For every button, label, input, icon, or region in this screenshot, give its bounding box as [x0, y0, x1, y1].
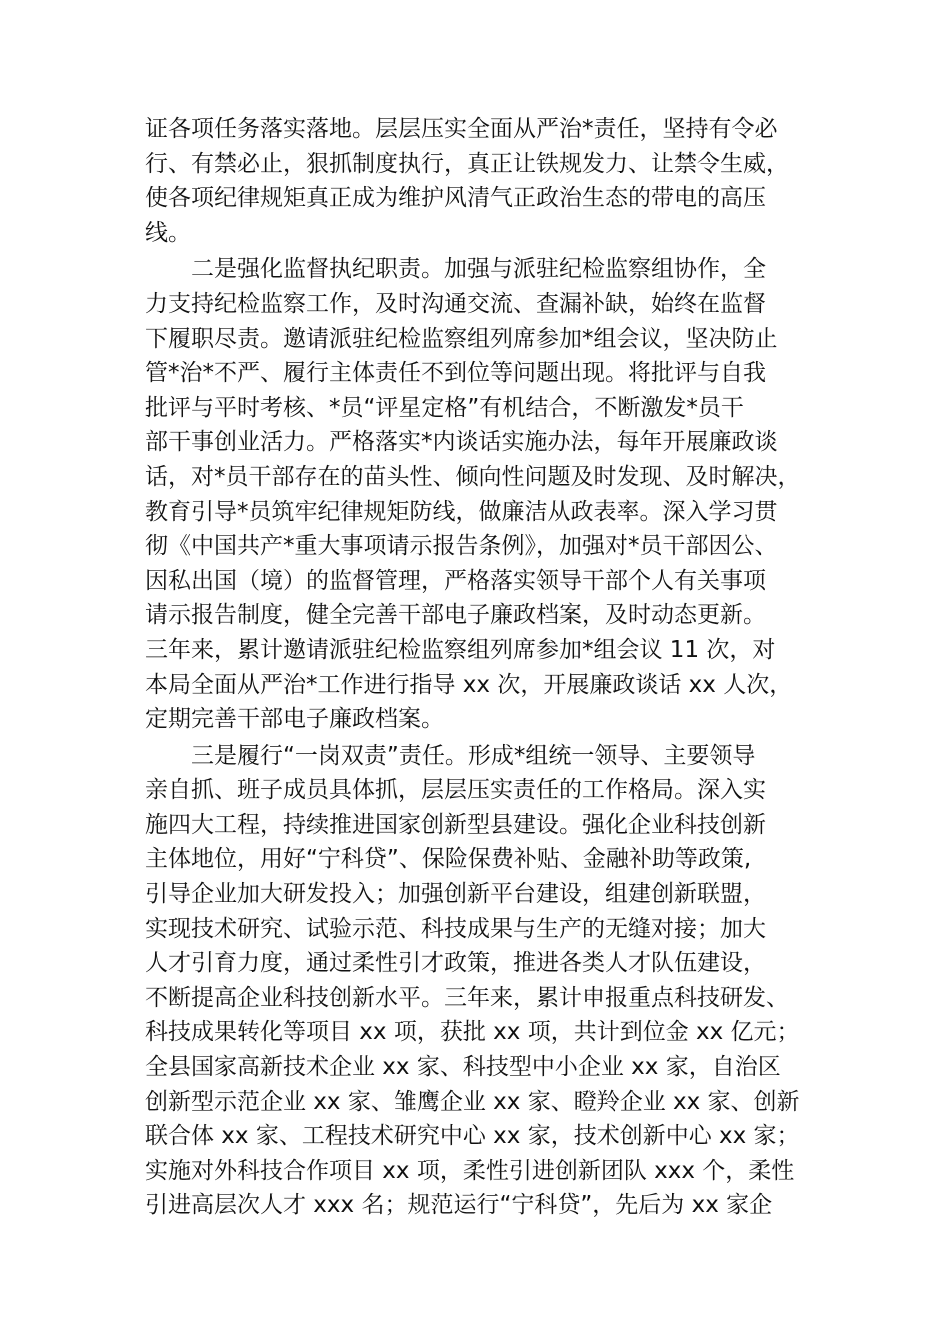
text-line: 二是强化监督执纪职责。加强与派驻纪检监察组协作，全: [145, 256, 766, 283]
text-line: 施四大工程，持续推进国家创新型县建设。强化企业科技创新: [145, 811, 766, 838]
text-line: 人才引育力度，通过柔性引才政策，推进各类人才队伍建设，: [145, 950, 766, 977]
text-line: 引进高层次人才 xxx 名；规范运行“宁科贷”，先后为 xx 家企: [145, 1192, 773, 1219]
text-line: 创新型示范企业 xx 家、雏鹰企业 xx 家、瞪羚企业 xx 家、创新: [145, 1088, 800, 1115]
text-line: 三年来，累计邀请派驻纪检监察组列席参加*组会议 11 次，对: [145, 636, 776, 663]
text-line: 不断提高企业科技创新水平。三年来，累计申报重点科技研发、: [145, 984, 789, 1011]
text-line: 科技成果转化等项目 xx 项，获批 xx 项，共计到位金 xx 亿元；: [145, 1019, 800, 1046]
text-line: 定期完善干部电子廉政档案。: [145, 706, 444, 733]
text-line: 引导企业加大研发投入；加强创新平台建设，组建创新联盟，: [145, 881, 766, 908]
paragraph-continuation: [145, 112, 810, 250]
text-line: 主体地位，用好“宁科贷”、保险保费补贴、金融补助等政策,: [145, 846, 752, 873]
text-line: 部干事创业活力。严格落实*内谈话实施办法，每年开展廉政谈: [145, 429, 778, 456]
text-line: 本局全面从严治*工作进行指导 xx 次，开展廉政谈话 xx 人次，: [145, 671, 793, 698]
text-line: 实施对外科技合作项目 xx 项，柔性引进创新团队 xxx 个，柔性: [145, 1157, 795, 1184]
paragraph-supervision: [145, 252, 810, 736]
text-line: 管*治*不严、履行主体责任不到位等问题出现。将批评与自我: [145, 360, 766, 387]
text-line: 证各项任务落实落地。层层压实全面从严治*责任，坚持有令必: [145, 116, 778, 142]
text-line: 教育引导*员筑牢纪律规矩防线，做廉洁从政表率。深入学习贯: [145, 498, 778, 525]
text-line: 行、有禁必止，狠抓制度执行，真正让铁规发力、让禁令生威，: [145, 150, 789, 177]
text-line: 请示报告制度，健全完善干部电子廉政档案，及时动态更新。: [145, 602, 766, 629]
text-line: 话，对*员干部存在的苗头性、倾向性问题及时发现、及时解决，: [145, 463, 801, 490]
text-line: 力支持纪检监察工作，及时沟通交流、查漏补缺，始终在监督: [145, 290, 766, 317]
text-line: 使各项纪律规矩真正成为维护风清气正政治生态的带电的高压: [145, 185, 766, 212]
text-line: 全县国家高新技术企业 xx 家、科技型中小企业 xx 家，自治区: [145, 1054, 781, 1081]
text-line: 下履职尽责。邀请派驻纪检监察组列席参加*组会议，坚决防止: [145, 325, 778, 352]
text-line: 实现技术研究、试验示范、科技成果与生产的无缝对接；加大: [145, 915, 766, 942]
text-line: 亲自抓、班子成员具体抓，层层压实责任的工作格局。深入实: [145, 777, 766, 804]
text-line: 联合体 xx 家、工程技术研究中心 xx 家，技术创新中心 xx 家；: [145, 1123, 800, 1150]
text-line: 三是履行“一岗双责”责任。形成*组统一领导、主要领导: [145, 742, 756, 769]
text-line: 因私出国（境）的监督管理，严格落实领导干部个人有关事项: [145, 567, 766, 594]
text-line: 彻《中国共产*重大事项请示报告条例》，加强对*员干部因公、: [145, 533, 778, 560]
body-text: [145, 112, 810, 1223]
paragraph-dual-responsibility: [145, 739, 810, 1223]
text-line: 线。: [145, 219, 191, 246]
text-line: 批评与平时考核、*员“评星定格”有机结合，不断激发*员干: [145, 394, 744, 421]
